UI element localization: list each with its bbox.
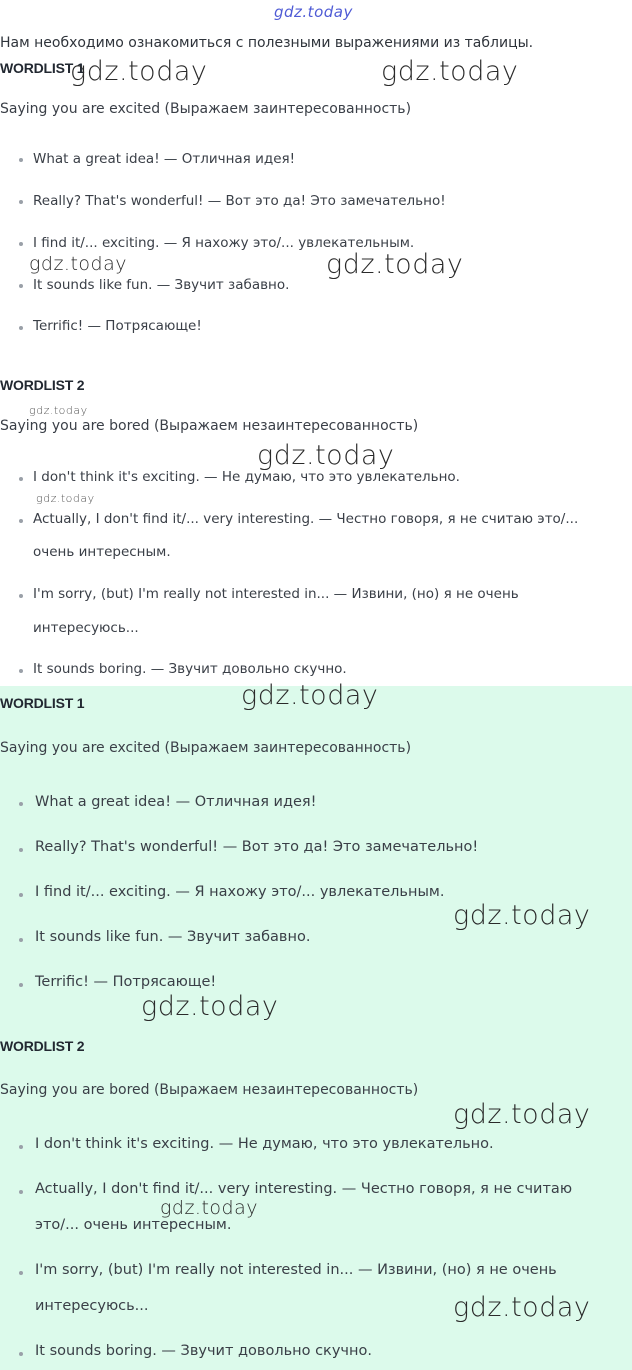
- bullet-dot: [19, 893, 23, 897]
- list-item-continuation: интересуюсь...: [35, 1298, 149, 1314]
- bullet-dot: [19, 158, 23, 162]
- bullet-dot: [19, 983, 23, 987]
- list-item: Actually, I don't find it/... very interesting. — Честно говоря, я не считаю: [35, 1181, 573, 1197]
- list-item: I find it/... exciting. — Я нахожу это/... увлекательным.: [35, 884, 445, 900]
- list-item: I'm sorry, (but) I'm really not interested in... — Извини, (но) я не очень: [35, 1262, 557, 1278]
- wordlist2-subtitle: Saying you are bored (Выражаем незаинтересованность): [0, 1082, 419, 1098]
- bullet-dot: [19, 1271, 23, 1275]
- watermark: gdz.today: [257, 440, 395, 471]
- watermark: gdz.today: [70, 56, 208, 87]
- wordlist1-heading: WORDLIST 1: [0, 695, 85, 711]
- list-item: Terrific! — Потрясающе!: [33, 318, 202, 334]
- bullet-dot: [19, 326, 23, 330]
- wordlist1-subtitle: Saying you are excited (Выражаем заинтересованность): [0, 740, 412, 756]
- wordlist1-heading: WORDLIST 1: [0, 60, 85, 76]
- list-item: Really? That's wonderful! — Вот это да! Это замечательно!: [35, 839, 479, 855]
- watermark: gdz.today: [141, 991, 279, 1022]
- watermark: gdz.today: [453, 1292, 591, 1323]
- list-item: I'm sorry, (but) I'm really not interested in... — Извини, (но) я не очень: [33, 586, 519, 602]
- list-item: What a great idea! — Отличная идея!: [35, 794, 317, 810]
- bullet-dot: [19, 200, 23, 204]
- watermark: gdz.today: [381, 56, 519, 87]
- list-item: What a great idea! — Отличная идея!: [33, 151, 296, 167]
- bullet-dot: [19, 802, 23, 806]
- list-item-continuation: это/... очень интересным.: [35, 1217, 232, 1233]
- bullet-dot: [19, 848, 23, 852]
- watermark: gdz.today: [160, 1197, 258, 1219]
- bullet-dot: [19, 1352, 23, 1356]
- list-item: It sounds like fun. — Звучит забавно.: [33, 277, 290, 293]
- bullet-dot: [19, 938, 23, 942]
- watermark: gdz.today: [29, 404, 88, 417]
- list-item-continuation: очень интересным.: [33, 544, 171, 560]
- watermark: gdz.today: [36, 492, 95, 505]
- watermark: gdz.today: [453, 1099, 591, 1130]
- intro-text: Нам необходимо ознакомиться с полезными выражениями из таблицы.: [0, 35, 534, 51]
- wordlist1-subtitle: Saying you are excited (Выражаем заинтересованность): [0, 101, 412, 117]
- list-item: It sounds boring. — Звучит довольно скучно.: [33, 661, 347, 677]
- watermark: gdz.today: [241, 680, 379, 711]
- list-item: It sounds boring. — Звучит довольно скучно.: [35, 1343, 372, 1359]
- watermark: gdz.today: [29, 253, 127, 275]
- bullet-dot: [19, 594, 23, 598]
- list-item: Terrific! — Потрясающе!: [35, 974, 217, 990]
- list-item-continuation: интересуюсь...: [33, 620, 139, 636]
- wordlist2-heading: WORDLIST 2: [0, 1038, 85, 1054]
- list-item: I don't think it's exciting. — Не думаю, что это увлекательно.: [35, 1136, 494, 1152]
- wordlist2-heading: WORDLIST 2: [0, 377, 85, 393]
- bullet-dot: [19, 519, 23, 523]
- list-item: Really? That's wonderful! — Вот это да! Это замечательно!: [33, 193, 446, 209]
- wordlist2-subtitle: Saying you are bored (Выражаем незаинтересованность): [0, 418, 419, 434]
- bullet-dot: [19, 284, 23, 288]
- bullet-dot: [19, 1190, 23, 1194]
- bullet-dot: [19, 477, 23, 481]
- bullet-dot: [19, 1145, 23, 1149]
- list-item: I find it/... exciting. — Я нахожу это/... увлекательным.: [33, 235, 415, 251]
- bullet-dot: [19, 669, 23, 673]
- list-item: I don't think it's exciting. — Не думаю, что это увлекательно.: [33, 469, 460, 485]
- bullet-dot: [19, 242, 23, 246]
- site-logo: gdz.today: [274, 3, 353, 21]
- list-item: It sounds like fun. — Звучит забавно.: [35, 929, 311, 945]
- list-item: Actually, I don't find it/... very interesting. — Честно говоря, я не считаю это/...: [33, 511, 579, 527]
- watermark: gdz.today: [326, 249, 464, 280]
- watermark: gdz.today: [453, 900, 591, 931]
